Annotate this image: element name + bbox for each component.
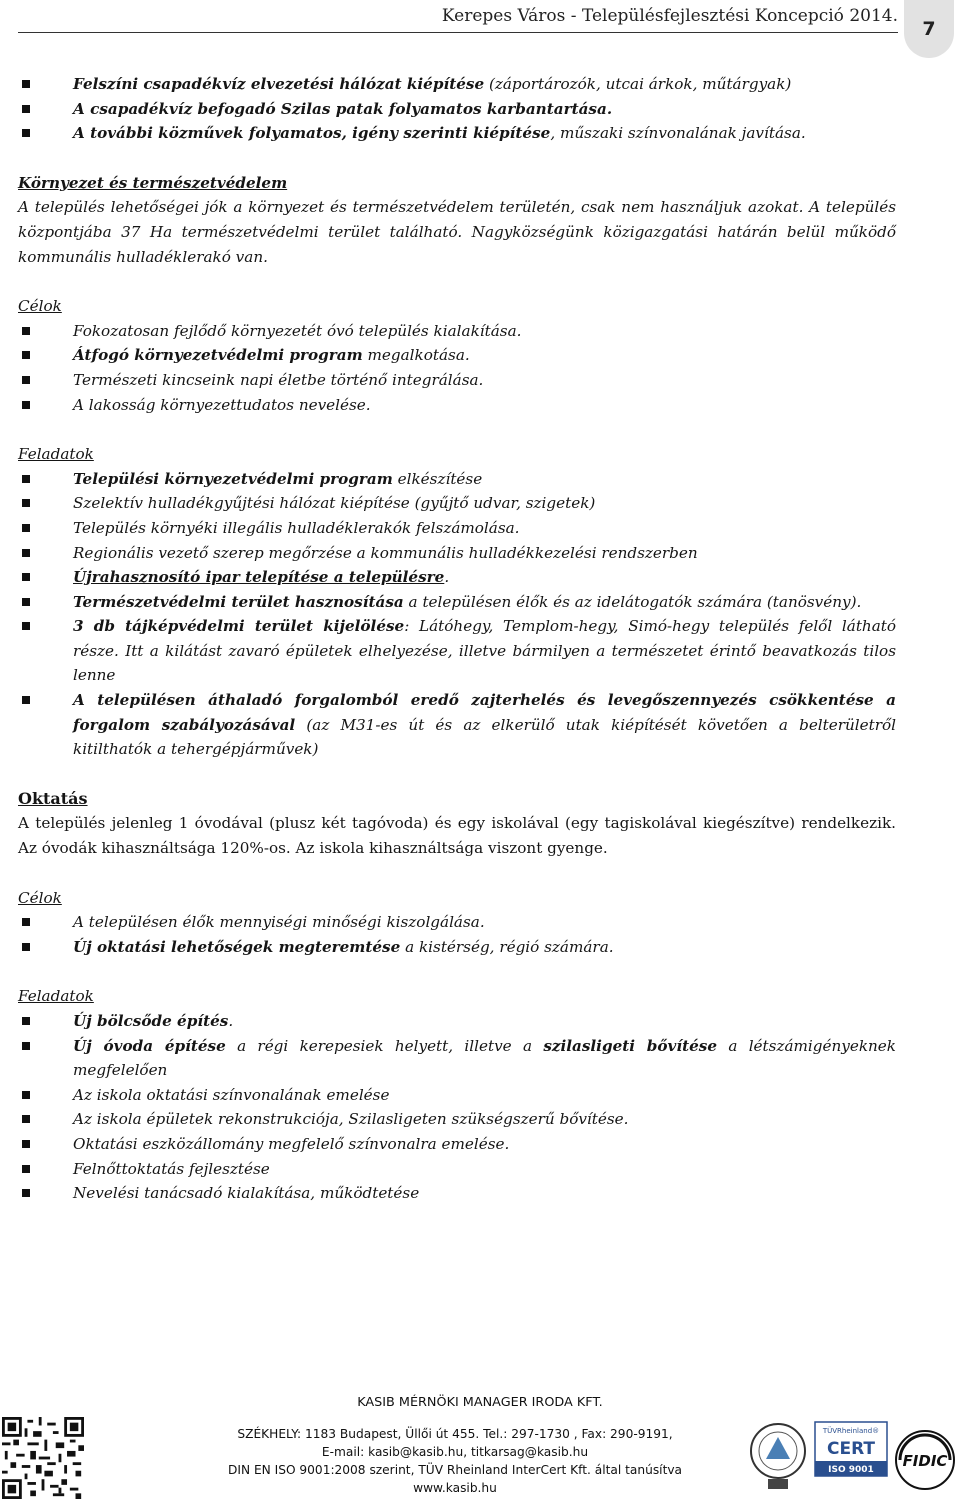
list-item: Új oktatási lehetőségek megteremtése a kistérség, régió számára. (18, 935, 896, 960)
footer-website: www.kasib.hu (413, 1481, 497, 1495)
svg-text:FIDIC: FIDIC (902, 1452, 948, 1470)
list-item: Felszíni csapadékvíz elvezetési hálózat kiépítése (záportározók, utcai árkok, műtárgyak) (18, 72, 896, 97)
list-item: Újrahasznosító ipar telepítése a településre. (18, 565, 896, 590)
footer-email: E-mail: kasib@kasib.hu, titkarsag@kasib.hu (321, 1445, 589, 1459)
document-header-title: Kerepes Város - Településfejlesztési Koncepció 2014. (441, 6, 898, 26)
list-item: Települési környezetvédelmi program elkészítése (18, 467, 896, 492)
fidic-logo-icon (894, 1429, 956, 1491)
utility-list (18, 72, 896, 146)
list-item: Természeti kincseink napi életbe történő integrálása. (18, 368, 896, 393)
education-goals-label: Célok (18, 888, 62, 907)
list-item: Az iskola oktatási színvonalának emelése (18, 1083, 896, 1108)
header-divider (18, 32, 898, 33)
environment-goals-label: Célok (18, 297, 62, 316)
document-body (18, 72, 896, 1206)
footer-contact-block (190, 1425, 720, 1497)
footer-address: SZÉKHELY: 1183 Budapest, Üllői út 455. Tel.: 297-1730 , Fax: 290-9191, (237, 1427, 673, 1441)
svg-text:TÜVRheinland®: TÜVRheinland® (822, 1427, 880, 1435)
list-item: Az iskola épületek rekonstrukciója, Szilasligeten szükségszerű bővítése. (18, 1107, 896, 1132)
page-number-badge: 7 (904, 0, 954, 58)
list-item: Oktatási eszközállomány megfelelő színvonalra emelése. (18, 1132, 896, 1157)
list-item: Fokozatosan fejlődő környezetét óvó település kialakítása. (18, 319, 896, 344)
education-paragraph: A település jelenleg 1 óvodával (plusz két tagóvoda) és egy iskolával (egy tagiskolával kiegészítve) rendelkezik. Az óvodák kihasználtsága 120%-os. Az iskola kihasználtsága viszont gyenge. (18, 814, 896, 858)
list-item: Felnőttoktatás fejlesztése (18, 1157, 896, 1182)
environment-tasks-label: Feladatok (18, 445, 94, 464)
list-item: Természetvédelmi terület hasznosítása a településen élők és az idelátogatók számára (tanösvény). (18, 590, 896, 615)
education-tasks-list (18, 1009, 896, 1206)
list-item: 3 db tájképvédelmi terület kijelölése: Látóhegy, Templom-hegy, Simó-hegy település felől látható része. Itt a kilátást zavaró épületek elhelyezése, illetve bármilyen a természetet érintő beavatkozás tilos lenne (18, 614, 896, 688)
environment-paragraph: A település lehetőségei jók a környezet és természetvédelem területén, csak nem használjuk azokat. A település központjába 37 Ha természetvédelmi terület található. Nagyközségünk közigazgatási határán belül működő kommunális hulladéklerakó van. (18, 198, 896, 266)
environment-tasks-list (18, 467, 896, 762)
education-tasks-label: Feladatok (18, 987, 94, 1006)
list-item: Átfogó környezetvédelmi program megalkotása. (18, 343, 896, 368)
section-heading-education: Oktatás (18, 788, 88, 808)
page-footer (0, 1395, 960, 1503)
list-item: A lakosság környezettudatos nevelése. (18, 393, 896, 418)
list-item: Regionális vezető szerep megőrzése a kommunális hulladékkezelési rendszerben (18, 541, 896, 566)
list-item: Szelektív hulladékgyűjtési hálózat kiépítése (gyűjtő udvar, szigetek) (18, 491, 896, 516)
list-item: A további közművek folyamatos, igény szerinti kiépítése, műszaki színvonalának javítása. (18, 121, 896, 146)
education-goals-list (18, 910, 896, 959)
list-item: Nevelési tanácsadó kialakítása, működtetése (18, 1181, 896, 1206)
list-item: Település környéki illegális hulladéklerakók felszámolása. (18, 516, 896, 541)
footer-company-name: KASIB MÉRNÖKI MANAGER IRODA KFT. (357, 1395, 603, 1410)
tuv-cert-logo-icon (814, 1421, 888, 1477)
list-item: Új óvoda építése a régi kerepesiek helyett, illetve a szilasligeti bővítése a létszámigényeknek megfelelően (18, 1034, 896, 1083)
list-item: A csapadékvíz befogadó Szilas patak folyamatos karbantartása. (18, 97, 896, 122)
list-item: Új bölcsőde építés. (18, 1009, 896, 1034)
section-heading-environment: Környezet és természetvédelem (18, 173, 288, 192)
environment-goals-list (18, 319, 896, 417)
list-item: A településen áthaladó forgalomból eredő zajterhelés és levegőszennyezés csökkentése a forgalom szabályozásával (az M31-es út és az elkerülő utak kiépítését követően a belterületről kitilthatók a tehergépjárművek) (18, 688, 896, 762)
certification-seal-icon (748, 1421, 808, 1491)
svg-text:CERT: CERT (826, 1439, 876, 1459)
footer-certification: DIN EN ISO 9001:2008 szerint, TÜV Rheinland InterCert Kft. által tanúsítva (227, 1463, 683, 1477)
list-item: A településen élők mennyiségi minőségi kiszolgálása. (18, 910, 896, 935)
svg-text:ISO 9001: ISO 9001 (828, 1465, 874, 1475)
qr-code-icon (2, 1417, 84, 1499)
